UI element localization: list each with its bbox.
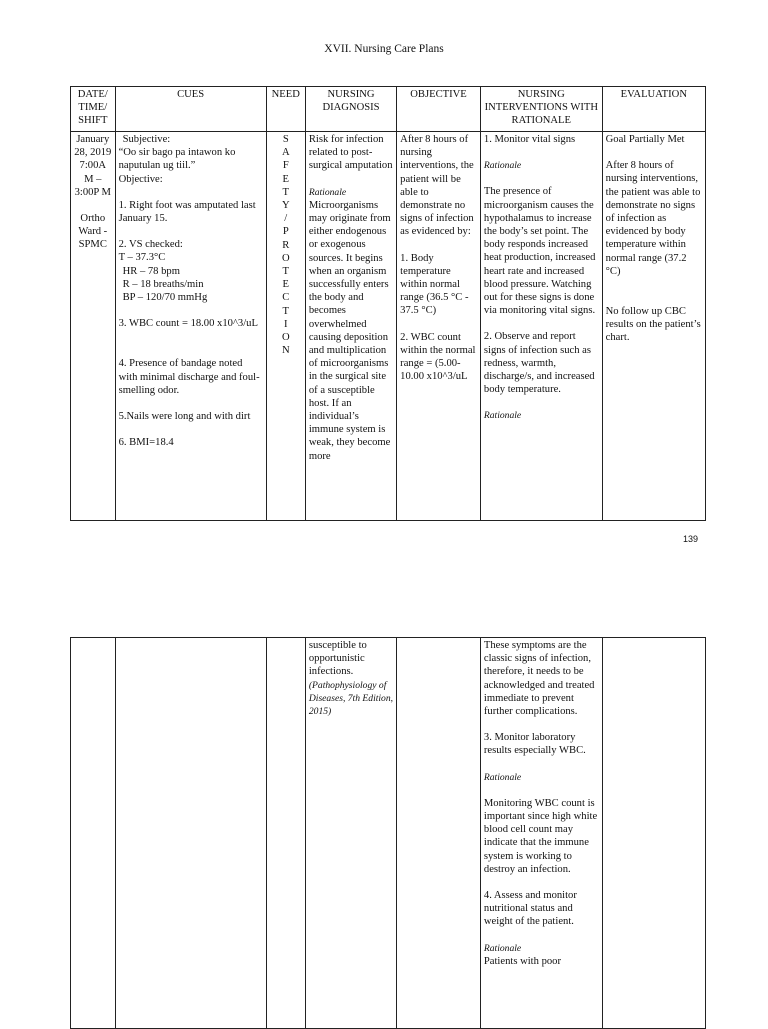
rationale-label: Rationale	[483, 942, 522, 954]
need-letter: R	[282, 239, 290, 251]
objective-cell	[397, 132, 481, 521]
evaluation-cell	[602, 132, 705, 521]
need-cell	[266, 638, 305, 1029]
need-letter: I	[284, 318, 288, 330]
cues-cell	[115, 132, 266, 521]
header-cues: CUES	[115, 87, 266, 132]
cue-item: 1. Right foot was amputated last January 15.	[118, 199, 256, 225]
interventions-cell	[480, 638, 602, 1029]
rationale-label: Rationale	[308, 186, 347, 198]
cue-item: 4. Presence of bandage noted with minimal discharge and foul-smelling odor.	[118, 358, 260, 396]
header-date: DATE/ TIME/ SHIFT	[71, 87, 116, 132]
evaluation-followup: No follow up CBC results on the patient’s chart.	[605, 306, 701, 344]
date-time-shift-cell	[71, 638, 116, 1029]
subjective-label: Subjective:	[122, 134, 171, 145]
cue-item: 3. WBC count = 18.00 x10^3/uL	[118, 318, 258, 330]
intervention-rationale: These symptoms are the classic signs of infection, therefore, it needs to be acknowledged and treated immediate to prevent further complications.	[483, 640, 595, 718]
header-need: NEED	[266, 87, 305, 132]
need-letter: F	[282, 160, 289, 172]
cue-item: 6. BMI=18.4	[118, 437, 174, 449]
date-text: January 28, 2019	[74, 134, 112, 159]
evaluation-text: After 8 hours of nursing interventions, the patient was able to demonstrate no signs of infection as evidenced by body temperature within normal range (37.2 °C)	[605, 160, 701, 277]
need-cell	[266, 132, 305, 521]
rationale-label: Rationale	[483, 410, 522, 422]
intervention-item: 4. Assess and monitor nutritional status and weight of the patient.	[483, 890, 577, 928]
diagnosis-cell	[305, 638, 396, 1029]
vital-sign: T – 37.3°C	[118, 252, 166, 264]
evaluation-status: Goal Partially Met	[605, 134, 685, 145]
care-plan-table	[70, 86, 706, 521]
need-letter: P	[282, 226, 289, 238]
diagnosis-cell	[305, 132, 396, 521]
cue-item: 2. VS checked:	[118, 239, 183, 251]
table-row	[71, 132, 706, 521]
header-diagnosis: NURSING DIAGNOSIS	[305, 87, 396, 132]
vital-sign: HR – 78 bpm	[122, 265, 180, 277]
need-letter: O	[281, 252, 290, 264]
need-letter: A	[281, 147, 290, 159]
objective-intro: After 8 hours of nursing interventions, the patient will be able to demonstrate no signs of infection as evidenced by:	[400, 134, 474, 238]
need-letter: N	[281, 345, 290, 357]
need-letter: Y	[281, 200, 290, 212]
diagnosis-rationale: Microorganisms may originate from either endogenous or exogenous sources. It begins when an organism successfully enters the body and becomes overwhelmed causing deposition and multiplication of microorganisms in the surgical site of a susceptible host. If an individual’s immune system is weak, they become more	[308, 199, 391, 462]
date-time-shift-cell	[71, 132, 116, 521]
interventions-cell	[480, 132, 602, 521]
header-objective: OBJECTIVE	[397, 87, 481, 132]
table-row	[71, 638, 706, 1029]
need-letter: E	[282, 279, 290, 291]
citation: (Pathophysiology of Diseases, 7th Edition, 2015)	[308, 679, 394, 718]
vital-sign: BP – 120/70 mmHg	[122, 292, 208, 304]
evaluation-cell	[602, 638, 705, 1029]
vital-sign: R – 18 breaths/min	[122, 278, 204, 290]
care-plan-table-continued	[70, 637, 706, 1029]
subjective-quote: “Oo sir bago pa intawon ko naputulan ug tiil.”	[118, 147, 236, 172]
header-evaluation: EVALUATION	[602, 87, 705, 132]
intervention-rationale: Patients with poor	[483, 955, 561, 967]
time-text: 7:00A M – 3:00P M	[74, 160, 111, 198]
objective-item: 2. WBC count within the normal range = (5.00-10.00 x10^3/uL	[400, 331, 476, 383]
need-letter: E	[282, 173, 290, 185]
intervention-rationale: The presence of microorganism causes the hypothalamus to increase the body’s set point. The body responds increased heat production, increased heart rate and increased blood pressure. Watching out for these signs is done via monitoring vital signs.	[483, 186, 596, 317]
need-letter: C	[282, 292, 290, 304]
need-letter: O	[281, 332, 290, 344]
need-letter: T	[282, 186, 290, 198]
page-title: XVII. Nursing Care Plans	[324, 43, 444, 55]
objective-item: 1. Body temperature within normal range (36.5 °C - 37.5 °C)	[400, 252, 469, 317]
intervention-item: 1. Monitor vital signs	[483, 134, 576, 145]
objective-label: Objective:	[118, 173, 163, 185]
rationale-label: Rationale	[483, 160, 522, 172]
need-letter: S	[282, 134, 289, 145]
need-letter: T	[282, 305, 290, 317]
diagnosis-statement: Risk for infection related to post-surgical amputation	[308, 134, 393, 172]
page-number: 139	[682, 534, 698, 544]
cues-cell	[115, 638, 266, 1029]
intervention-rationale: Monitoring WBC count is important since high white blood cell count may indicate that the immune system is working to destroy an infection.	[483, 797, 598, 875]
objective-cell	[397, 638, 481, 1029]
intervention-item: 2. Observe and report signs of infection such as redness, warmth, discharge/s, and increased body temperature.	[483, 331, 595, 396]
header-interventions: NURSING INTERVENTIONS WITH RATIONALE	[480, 87, 602, 132]
need-letter: /	[284, 213, 288, 225]
diagnosis-rationale: susceptible to opportunistic infections.	[308, 640, 367, 678]
cue-item: 5.Nails were long and with dirt	[118, 411, 251, 423]
need-letter: T	[282, 266, 290, 278]
intervention-item: 3. Monitor laboratory results especially WBC.	[483, 732, 586, 757]
ward-text: Ortho Ward - SPMC	[78, 213, 108, 251]
rationale-label: Rationale	[483, 771, 522, 783]
table-header-row	[71, 87, 706, 132]
